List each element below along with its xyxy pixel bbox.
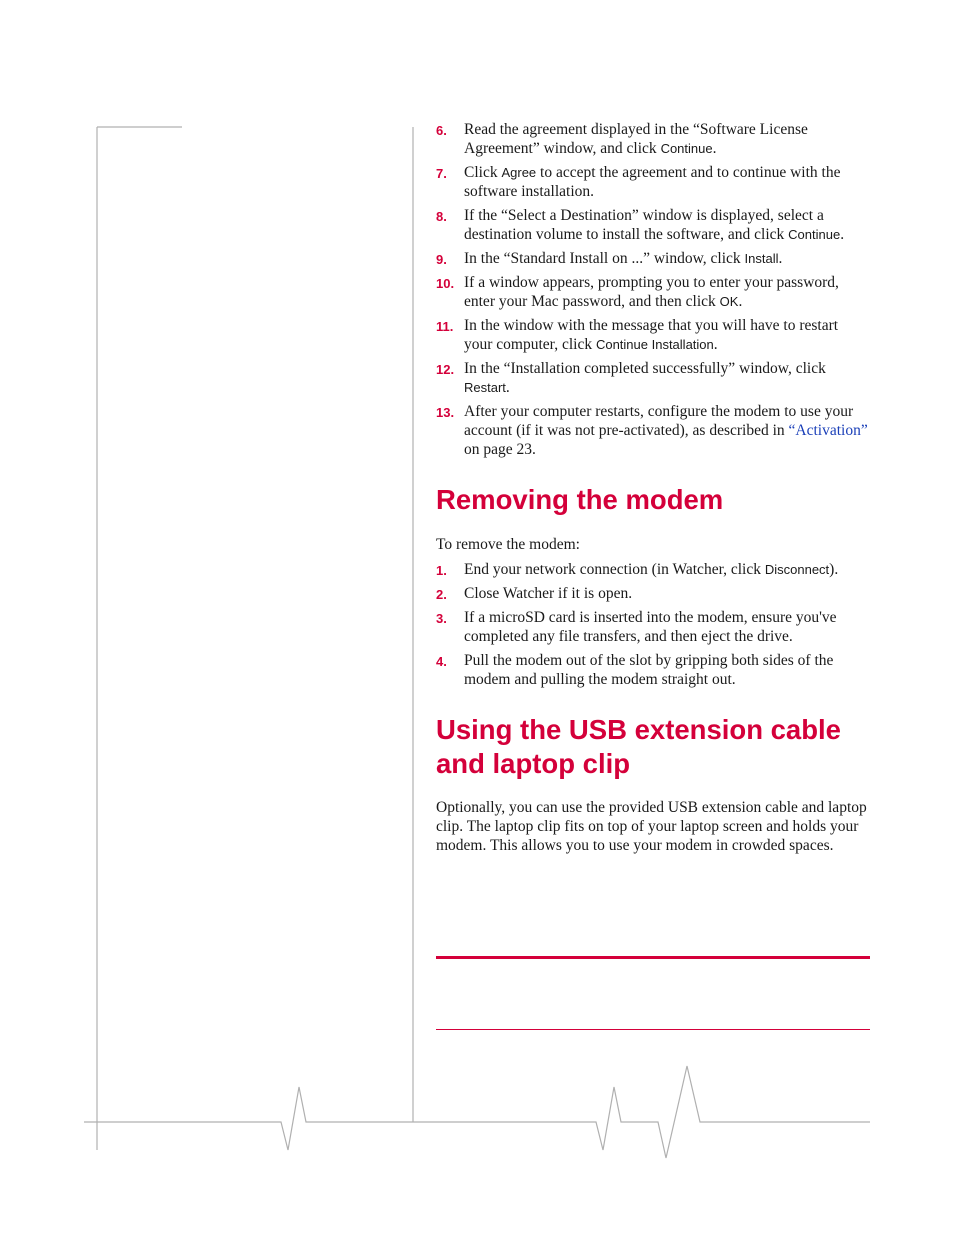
- step-item: [436, 273, 870, 311]
- step-number: 10.: [436, 276, 455, 291]
- ui-label: Install: [744, 251, 779, 266]
- step-text-run: After your computer restarts, configure the modem to use your account (if it was not pre-activated), as described in: [464, 403, 854, 439]
- step-text-run: End your network connection (in Watcher, click: [464, 561, 765, 578]
- heading-removing-modem: Removing the modem: [436, 484, 724, 515]
- step-text-run: ).: [829, 561, 839, 578]
- step-item: [436, 206, 870, 244]
- step-text: [464, 274, 839, 310]
- step-item: [436, 249, 870, 268]
- step-item: [436, 359, 870, 397]
- step-item: [436, 560, 870, 579]
- remove-intro: To remove the modem:: [436, 536, 580, 553]
- ui-label: Disconnect: [764, 562, 830, 577]
- step-item: [436, 120, 870, 158]
- step-text-run: .: [778, 250, 783, 267]
- step-number: 8.: [436, 209, 447, 224]
- step-text-run: In the window with the message that you will have to restart your computer, click: [464, 317, 839, 353]
- section-rule-thin: [436, 1029, 870, 1030]
- step-text-run: If the “Select a Destination” window is displayed, select a destination volume to install the software, and click: [464, 207, 824, 243]
- step-text-run: to accept the agreement and to continue with the software installation.: [464, 164, 841, 200]
- page-content: [436, 120, 870, 855]
- step-text-run: In the “Standard Install on ...” window, click: [464, 250, 745, 267]
- step-number: 6.: [436, 123, 447, 138]
- step-text-run: .: [505, 379, 510, 396]
- ui-label: Restart: [464, 380, 506, 395]
- step-number: 4.: [436, 654, 447, 669]
- step-number: 9.: [436, 252, 447, 267]
- ui-label: OK: [719, 294, 739, 309]
- step-number: 13.: [436, 405, 455, 420]
- step-text: [464, 652, 833, 688]
- step-item: [436, 316, 870, 354]
- step-text-run: Pull the modem out of the slot by gripping both sides of the modem and pulling the modem straight out.: [464, 652, 834, 688]
- step-text-run: Click: [464, 164, 502, 181]
- step-item: [436, 402, 870, 459]
- step-text-run: .: [738, 293, 743, 310]
- step-text: [464, 609, 837, 645]
- step-text-run: .: [712, 140, 717, 157]
- step-text-run: .: [713, 336, 718, 353]
- step-item: [436, 651, 870, 689]
- heading-usb-extension: Using the USB extension cable and laptop clip: [436, 714, 841, 779]
- remove-steps-list: [436, 560, 870, 689]
- section-rule-thick: [436, 956, 870, 959]
- bottom-heartbeat-line: [84, 1066, 870, 1158]
- step-item: [436, 584, 870, 603]
- step-number: 11.: [436, 319, 454, 334]
- step-item: [436, 608, 870, 646]
- step-text-run: If a window appears, prompting you to enter your password, enter your Mac password, and then click: [464, 274, 839, 310]
- step-text: [464, 561, 838, 578]
- step-text: [464, 317, 838, 353]
- step-text-run: on page 23.: [464, 441, 536, 458]
- ui-label: Continue: [660, 141, 713, 156]
- step-text-run: .: [840, 226, 845, 243]
- step-text-run: In the “Installation completed successfully” window, click: [464, 360, 826, 377]
- step-text: [464, 360, 826, 396]
- step-text: [464, 250, 782, 267]
- install-steps-list: [436, 120, 870, 459]
- ui-label: Agree: [501, 165, 537, 180]
- step-item: [436, 163, 870, 201]
- ui-label: Continue: [788, 227, 841, 242]
- step-text: [464, 585, 632, 602]
- step-text: [464, 164, 840, 200]
- step-number: 12.: [436, 362, 455, 377]
- step-number: 3.: [436, 611, 447, 626]
- cross-reference-link[interactable]: “Activation”: [788, 422, 868, 439]
- step-number: 7.: [436, 166, 447, 181]
- step-text: [464, 121, 808, 157]
- step-text: [464, 207, 844, 243]
- step-text-run: Read the agreement displayed in the “Software License Agreement” window, and click: [464, 121, 808, 157]
- step-number: 2.: [436, 587, 447, 602]
- usb-body-paragraph: Optionally, you can use the provided USB extension cable and laptop clip. The laptop clip fits on top of your laptop screen and holds your modem. This allows you to use your modem in crowded spaces.: [436, 799, 867, 854]
- step-text: [464, 403, 868, 458]
- step-text-run: Close Watcher if it is open.: [464, 585, 633, 602]
- ui-label: Continue Installation: [595, 337, 714, 352]
- step-text-run: If a microSD card is inserted into the modem, ensure you've completed any file transfers, and then eject the drive.: [464, 609, 837, 645]
- step-number: 1.: [436, 563, 447, 578]
